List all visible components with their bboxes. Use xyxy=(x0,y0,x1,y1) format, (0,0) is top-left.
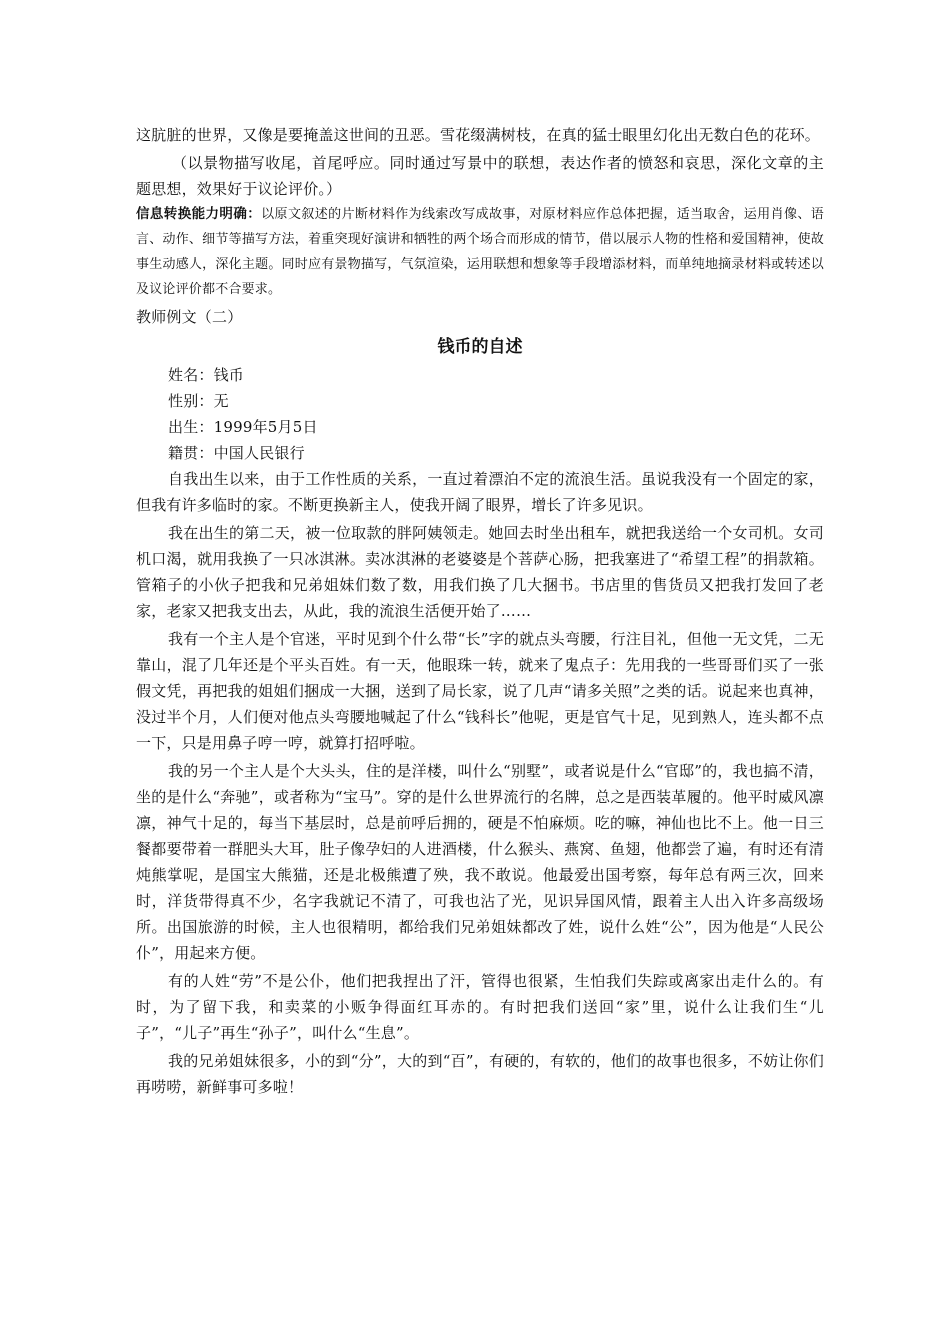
intro-paragraph-2: （以景物描写收尾，首尾呼应。同时通过写景中的联想，表达作者的愤怒和哀思，深化文章的主题思想，效果好于议论评价。） xyxy=(136,154,824,198)
essay-paragraph-5: 有的人姓“劳”不是公仆，他们把我捏出了汗，管得也很紧，生怕我们失踪或离家出走什么的。有时，为了留下我，和卖菜的小贩争得面红耳赤的。有时把我们送回“家”里，说什么让我们生“儿子”，“儿子”再生“孙子”，叫什么“生息”。 xyxy=(136,972,824,1042)
note-label: 信息转换能力明确： xyxy=(136,206,262,222)
section-heading: 教师例文（二） xyxy=(136,308,243,326)
essay-title: 钱币的自述 xyxy=(437,337,523,357)
essay-paragraph-2: 我在出生的第二天，被一位取款的胖阿姨领走。她回去时坐出租车，就把我送给一个女司机。女司机口渴，就用我换了一只冰淇淋。卖冰淇淋的老婆婆是个菩萨心肠，把我塞进了“希望工程”的捐款箱。管箱子的小伙子把我和兄弟姐妹们数了数，用我们换了几大捆书。书店里的售货员又把我打发回了老家，老家又把我支出去，从此，我的流浪生活便开始了…… xyxy=(136,524,824,620)
document-page xyxy=(136,122,824,1100)
essay-paragraph-1: 自我出生以来，由于工作性质的关系，一直过着漂泊不定的流浪生活。虽说我没有一个固定的家，但我有许多临时的家。不断更换新主人，使我开阔了眼界，增长了许多见识。 xyxy=(136,470,824,514)
note-paragraph xyxy=(136,202,824,302)
essay-paragraph-4: 我的另一个主人是个大头头，住的是洋楼，叫什么“别墅”，或者说是什么“官邸”的，我也搞不清，坐的是什么“奔驰”，或者称为“宝马”。穿的是什么世界流行的名牌，总之是西装革履的。他平时威风凛凛，神气十足的，每当下基层时，总是前呼后拥的，硬是不怕麻烦。吃的嘛，神仙也比不上。他一日三餐都要带着一群肥头大耳，肚子像孕妇的人进酒楼，什么猴头、燕窝、鱼翅，他都尝了遍，有时还有清炖熊掌呢，是国宝大熊猫，还是北极熊遭了殃，我不敢说。他最爱出国考察，每年总有两三次，回来时，洋货带得真不少，名字我就记不清了，可我也沾了光，见识异国风情，跟着主人出入许多高级场所。出国旅游的时候，主人也很精明，都给我们兄弟姐妹都改了姓，说什么姓“公”，因为他是“人民公仆”，用起来方便。 xyxy=(136,762,824,962)
info-name: 姓名：钱币 xyxy=(168,366,245,384)
note-text: 以原文叙述的片断材料作为线索改写成故事，对原材料应作总体把握，适当取舍，运用肖像、语言、动作、细节等描写方法，着重突现好演讲和牺牲的两个场合而形成的情节，借以展示人物的性格和爱国精神，使故事生动感人，深化主题。同时应有景物描写，气氛渲染，运用联想和想象等手段增添材料，而单纯地摘录材料或转述以及议论评价都不合要求。 xyxy=(136,207,824,297)
info-gender: 性别：无 xyxy=(168,392,229,410)
info-origin: 籍贯：中国人民银行 xyxy=(168,444,305,462)
essay-paragraph-3: 我有一个主人是个官迷，平时见到个什么带“长”字的就点头弯腰，行注目礼，但他一无文凭，二无靠山，混了几年还是个平头百姓。有一天，他眼珠一转，就来了鬼点子：先用我的一些哥哥们买了一张假文凭，再把我的姐姐们捆成一大捆，送到了局长家，说了几声“请多关照”之类的话。说起来也真神，没过半个月，人们便对他点头弯腰地喊起了什么“钱科长”他呢，更是官气十足，见到熟人，连头都不点一下，只是用鼻子哼一哼，就算打招呼啦。 xyxy=(136,630,824,752)
info-birth: 出生：1999年5月5日 xyxy=(168,418,318,436)
essay-paragraph-6: 我的兄弟姐妹很多，小的到“分”，大的到“百”，有硬的，有软的，他们的故事也很多，不妨让你们再唠唠，新鲜事可多啦！ xyxy=(136,1052,824,1096)
intro-paragraph-1: 这肮脏的世界，又像是要掩盖这世间的丑恶。雪花缀满树枝，在真的猛士眼里幻化出无数白色的花环。 xyxy=(136,126,821,144)
essay-info xyxy=(136,362,824,466)
